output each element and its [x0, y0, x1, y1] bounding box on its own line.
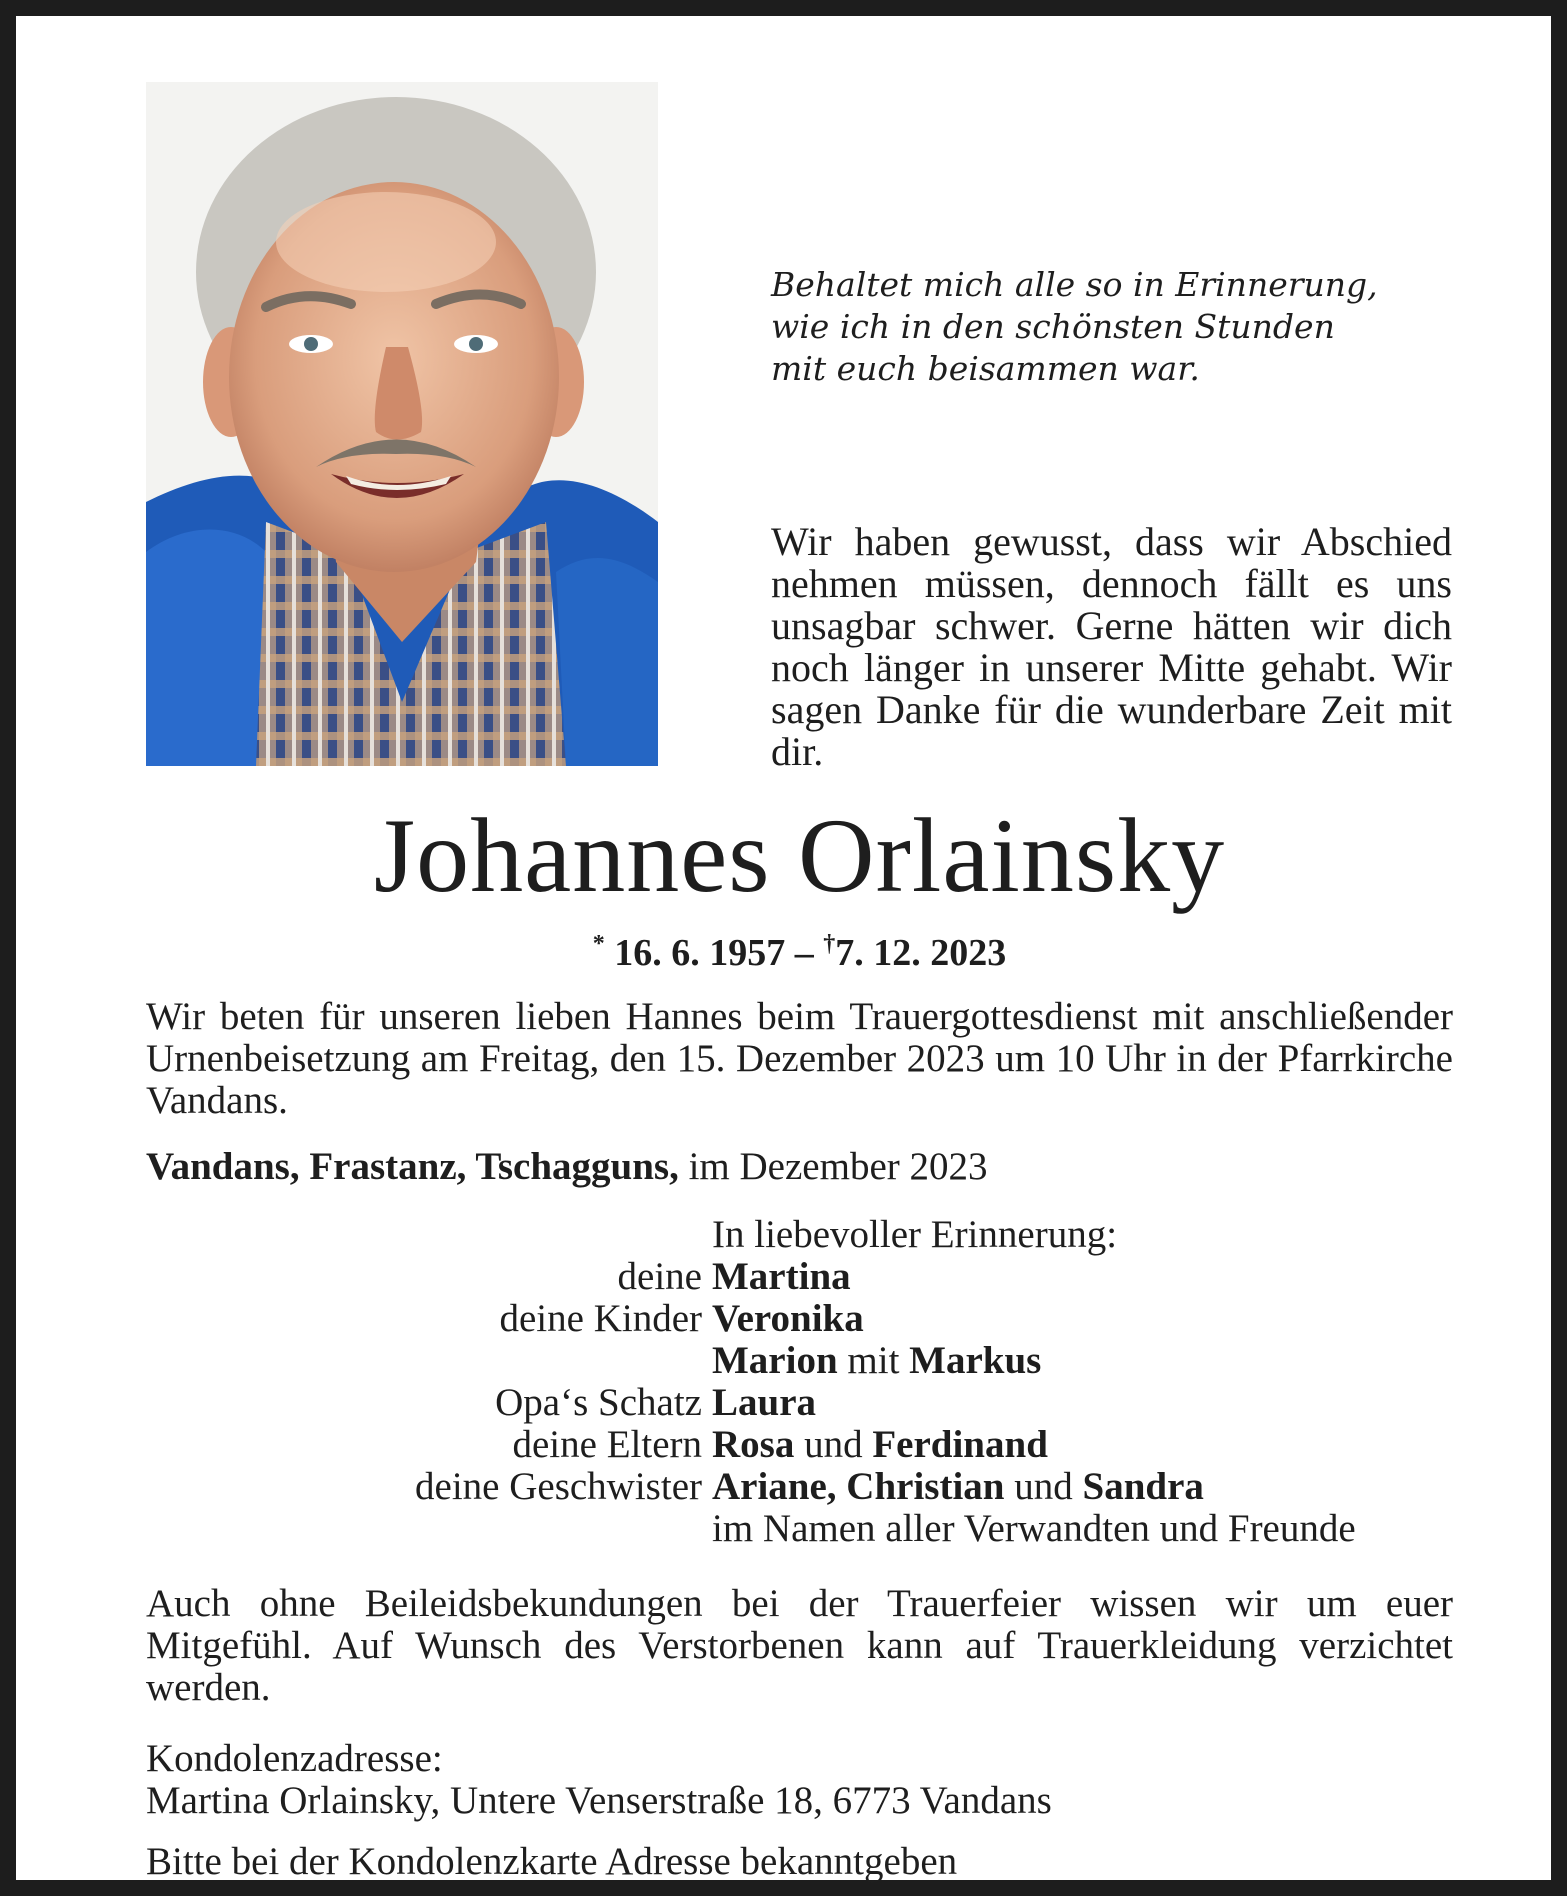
mourner-relation: deine Kinder: [499, 1297, 702, 1340]
death-date: 7. 12. 2023: [835, 932, 1007, 974]
mourners-closing: im Namen aller Verwandten und Freunde: [712, 1507, 1356, 1550]
mourner-relation: Opa‘s Schatz: [495, 1381, 702, 1424]
address-label: Kondolenzadresse:: [146, 1737, 443, 1780]
mourner-relation: deine Eltern: [512, 1423, 702, 1466]
mourner-row: [146, 1340, 1453, 1382]
portrait-photo: [146, 82, 658, 766]
address-value: Martina Orlainsky, Untere Venserstraße 18, 6773 Vandans: [146, 1779, 1052, 1822]
portrait-illustration: [146, 82, 658, 766]
deceased-name: Johannes Orlainsky: [373, 797, 1226, 914]
mourner-relation: [146, 1340, 712, 1382]
poem-line: Behaltet mich alle so in Erinnerung,: [771, 265, 1378, 304]
mourner-row: [146, 1424, 1453, 1466]
birth-date: 16. 6. 1957 –: [614, 932, 814, 974]
poem-quote: [771, 264, 1471, 390]
mourner-row: [146, 1298, 1453, 1340]
place-towns: Vandans, Frastanz, Tschagguns,: [146, 1145, 679, 1188]
condolence-address: [146, 1738, 1453, 1822]
mourner-name: Marion: [712, 1339, 838, 1382]
mourners-heading-row: [146, 1214, 1453, 1256]
life-dates: [16, 931, 1567, 975]
mourners-list: [146, 1214, 1453, 1550]
mourner-row: [146, 1256, 1453, 1298]
mourner-connector: und: [794, 1423, 873, 1466]
poem-line: mit euch beisammen war.: [771, 349, 1200, 388]
birth-symbol: *: [592, 931, 605, 957]
place-date-line: [146, 1146, 1453, 1188]
intro-text: Wir haben gewusst, dass wir Abschied nehmen müssen, dennoch fällt es uns unsagbar schwer. Gerne hätten wir dich noch länger in unserer Mitte gehabt. Wir sagen Danke für die wunderbare Zeit mit dir.: [771, 519, 1452, 774]
mourner-name: Rosa: [712, 1423, 795, 1466]
poem-line: wie ich in den schönsten Stunden: [771, 307, 1335, 346]
mourner-connector: mit: [837, 1339, 910, 1382]
mourner-name: Martina: [712, 1255, 851, 1298]
mourner-name: Ariane, Christian: [712, 1465, 1005, 1508]
mourners-heading: In liebevoller Erinnerung:: [712, 1213, 1118, 1256]
service-announcement: Wir beten für unseren lieben Hannes beim Trauergottesdienst mit anschließender Urnenbeisetzung am Freitag, den 15. Dezember 2023 um 10 Uhr in der Pfarrkirche Vandans.: [146, 995, 1453, 1122]
death-symbol: †: [823, 931, 836, 957]
mourner-name: Ferdinand: [872, 1423, 1048, 1466]
mourner-row: [146, 1382, 1453, 1424]
condolence-text: Auch ohne Beileidsbekundungen bei der Trauerfeier wissen wir um euer Mitgefühl. Auf Wunsch des Verstorbenen kann auf Trauerkleidung verzichtet werden.: [146, 1582, 1453, 1709]
mourner-name: Veronika: [712, 1297, 864, 1340]
closing-note: Bitte bei der Kondolenzkarte Adresse bekanntgeben: [146, 1840, 958, 1883]
mourner-relation: deine: [617, 1255, 702, 1298]
mourner-name: Markus: [909, 1339, 1042, 1382]
mourner-name: Laura: [712, 1381, 817, 1424]
mourner-name: Sandra: [1082, 1465, 1204, 1508]
mourner-connector: und: [1004, 1465, 1083, 1508]
place-date: im Dezember 2023: [678, 1145, 988, 1188]
mourner-relation: deine Geschwister: [415, 1465, 702, 1508]
mourner-row: [146, 1466, 1453, 1508]
mourners-closing-row: [146, 1508, 1453, 1550]
